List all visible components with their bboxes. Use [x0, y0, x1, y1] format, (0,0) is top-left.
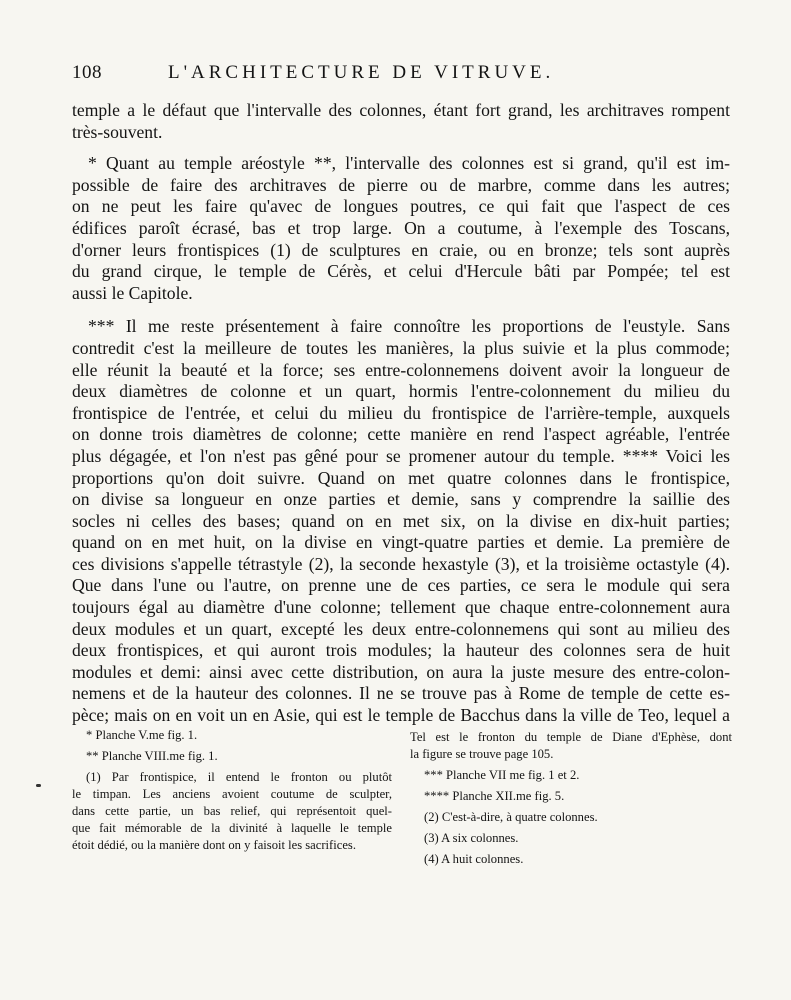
text-line: Que dans l'une ou l'autre, on prenne une de ces parties, ce sera le module qui sera	[72, 575, 730, 596]
footnote-line: étoit dédié, ou la manière dont on y faisoit les sacrifices.	[72, 838, 356, 852]
text-line: nemens et de la hauteur des colonnes. Il ne se trouve pas à Rome de temple de cette es-	[72, 683, 730, 704]
paragraph-2	[72, 153, 730, 304]
main-text	[72, 100, 730, 727]
text-line: elle réunit la beauté et la force; ses entre-colonnemens doivent avoir la longueur de	[72, 359, 730, 380]
text-line: socles ni celles des bases; quand on en met six, on la divise en dix-huit parties;	[72, 510, 730, 531]
footnotes-right-column	[410, 729, 732, 868]
footnote: *** Planche VII me fig. 1 et 2.	[424, 768, 580, 782]
text-line: aussi le Capitole.	[72, 282, 193, 303]
text-line: plus dégagée, et l'on n'est pas gêné pour se promener autour du temple. **** Voici les	[72, 445, 730, 466]
text-line: *** Il me reste présentement à faire connoître les proportions de l'eustyle. Sans	[88, 316, 730, 337]
footnote: * Planche V.me fig. 1.	[86, 728, 198, 742]
footnote-line: le timpan. Les anciens avoient coutume de sculpter,	[72, 787, 392, 801]
footnote-line: Tel est le fronton du temple de Diane d'Ephèse, dont	[410, 730, 732, 744]
footnote: ** Planche VIII.me fig. 1.	[86, 749, 218, 763]
text-line: frontispice de l'entrée, et celui du milieu du frontispice de l'arrière-temple, auxquels	[72, 402, 730, 423]
text-line: pèce; mais on en voit un en Asie, qui est le temple de Bacchus dans la ville de Teo, lequel a	[72, 705, 730, 726]
text-line: ces divisions s'appelle tétrastyle (2), la seconde hexastyle (3), et la troisième octastyle (4).	[72, 553, 730, 574]
text-line: quand on en met huit, on la divise en vingt-quatre parties et demie. La première de	[72, 532, 730, 553]
footnote: (3) A six colonnes.	[424, 831, 519, 845]
text-line: très-souvent.	[72, 121, 163, 142]
text-line: on donne trois diamètres de colonne; cette manière en rend l'aspect agréable, l'entrée	[72, 424, 730, 445]
footnote: (2) C'est-à-dire, à quatre colonnes.	[424, 810, 598, 824]
text-line: temple a le défaut que l'intervalle des colonnes, étant fort grand, les architraves rompent	[72, 100, 730, 120]
text-line: deux modules et un quart, excepté les deux entre-colonnemens qui sont au milieu des	[72, 618, 730, 639]
text-line: édifices paroît écrasé, bas et trop large. On a coutume, à l'exemple des Toscans,	[72, 217, 730, 238]
text-line: on ne peut les faire qu'avec de longues poutres, ce qui fait que l'aspect de ces	[72, 196, 730, 217]
text-line: toujours égal au diamètre d'une colonne; tellement que chaque entre-colonnement aura	[72, 597, 730, 618]
text-line: modules et demi: ainsi avec cette distribution, on aura la juste mesure des entre-colon-	[72, 661, 730, 682]
text-line: du grand cirque, le temple de Cérès, et celui d'Hercule bâti par Pompée; tel est	[72, 261, 730, 282]
paragraph-3	[72, 316, 730, 726]
text-line: proportions qu'on doit suivre. Quand on met quatre colonnes dans le frontispice,	[72, 467, 730, 488]
running-title: L'ARCHITECTURE DE VITRUVE.	[168, 62, 555, 83]
text-line: deux diamètres de colonne et un quart, hormis l'entre-colonnement du milieu du	[72, 381, 730, 402]
footnote: **** Planche XII.me fig. 5.	[424, 789, 565, 803]
print-speck	[36, 784, 41, 787]
footnote-line: la figure se trouve page 105.	[410, 747, 554, 761]
footnote-line: que fait mémorable de la divinité à laquelle le temple	[72, 821, 392, 835]
text-line: possible de faire des architraves de pierre ou de marbre, comme dans les autres;	[72, 174, 730, 195]
text-line: on divise sa longueur en onze parties et demie, sans y comprendre la saillie des	[72, 489, 730, 510]
text-line: deux frontispices, et qui auront trois modules; la hauteur des colonnes sera de huit	[72, 640, 730, 661]
footnote-line: (1) Par frontispice, il entend le fronton ou plutôt	[86, 770, 392, 784]
footnotes-left-column	[72, 727, 392, 854]
footnote: (4) A huit colonnes.	[424, 852, 524, 866]
text-line: d'orner leurs frontispices (1) de sculptures en craie, ou en bronze; tels sont auprès	[72, 239, 730, 260]
paragraph-1	[72, 100, 730, 143]
text-line: * Quant au temple aréostyle **, l'intervalle des colonnes est si grand, qu'il est im-	[88, 153, 730, 174]
footnote-line: dans cette partie, un bas relief, qui représentoit quel-	[72, 804, 392, 818]
text-line: contredit c'est la meilleure de toutes les manières, la plus suivie et la plus commode;	[72, 337, 730, 358]
page-number: 108	[72, 62, 102, 83]
